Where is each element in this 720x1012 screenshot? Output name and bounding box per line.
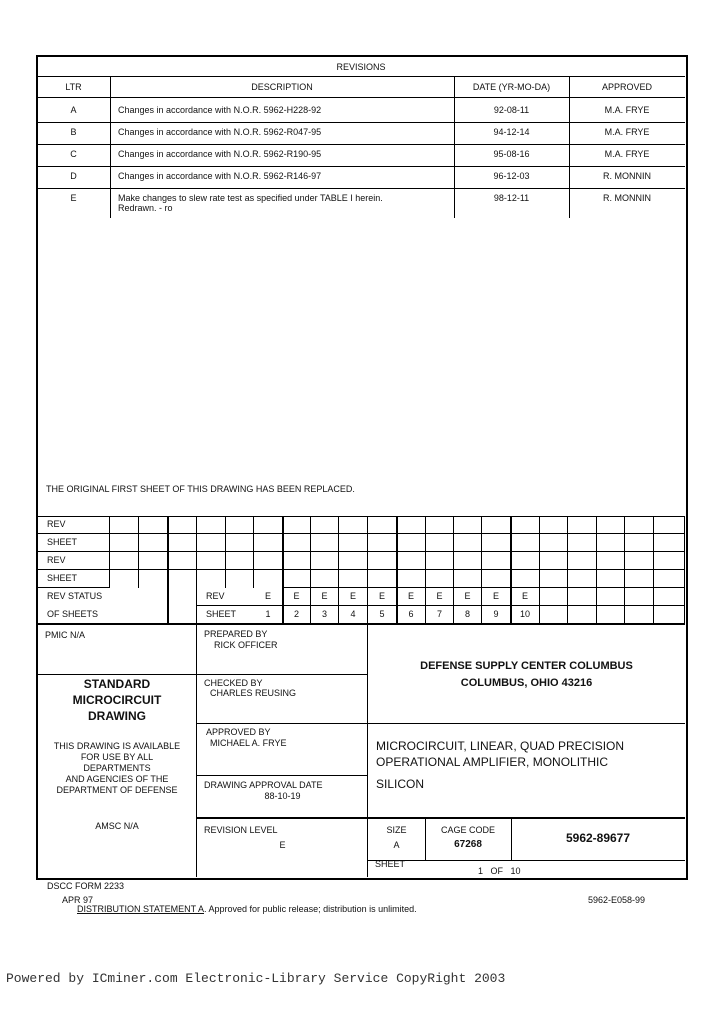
sheet-number-cell: 1 xyxy=(254,606,283,624)
grid-cell xyxy=(368,534,397,552)
revision-date: 98-12-11 xyxy=(493,193,530,203)
approved-by-label: APPROVED BY xyxy=(206,727,271,737)
grid-cell xyxy=(368,552,397,570)
grid-cell xyxy=(339,516,368,534)
grid-cell xyxy=(625,552,654,570)
header-date: DATE (YR-MO-DA) xyxy=(472,82,551,92)
sheet-number-cell: 3 xyxy=(311,606,339,624)
grid-row-label: REV xyxy=(37,516,110,534)
rev-status-cell: E xyxy=(254,588,283,606)
grid-cell xyxy=(540,534,568,552)
sheet-number-cell: 2 xyxy=(283,606,311,624)
standard-line: STANDARD xyxy=(83,677,151,691)
grid-cell xyxy=(540,516,568,534)
grid-cell xyxy=(139,516,168,534)
rev-status-cell xyxy=(654,588,685,606)
grid-cell xyxy=(283,516,311,534)
grid-cell xyxy=(482,552,511,570)
distribution-statement: DISTRIBUTION STATEMENT A. Approved for public release; distribution is unlimited. xyxy=(77,904,417,914)
grid-cell xyxy=(368,516,397,534)
revisions-title: REVISIONS xyxy=(336,62,386,72)
rev-status-cell: E xyxy=(368,588,397,606)
grid-cell xyxy=(283,552,311,570)
grid-cell xyxy=(426,516,454,534)
grid-cell xyxy=(226,516,254,534)
grid-cell xyxy=(568,552,597,570)
sheet-number: 1 OF 10 xyxy=(478,866,521,876)
approval-date: 88-10-19 xyxy=(264,791,301,801)
grid-row-label: SHEET xyxy=(37,570,110,588)
grid-cell xyxy=(226,534,254,552)
revision-description: Changes in accordance with N.O.R. 5962-R047-95 xyxy=(118,127,322,137)
rev-status-label: REV STATUS xyxy=(37,588,197,606)
grid-cell xyxy=(540,552,568,570)
grid-cell xyxy=(482,534,511,552)
revision-ltr: A xyxy=(70,105,77,115)
sheet-number-cell xyxy=(540,606,568,624)
sheet-number-cell: 4 xyxy=(339,606,368,624)
grid-cell xyxy=(482,516,511,534)
grid-cell xyxy=(625,570,654,588)
grid-cell xyxy=(397,570,426,588)
drawing-title: MICROCIRCUIT, LINEAR, QUAD PRECISION OPERATIONAL AMPLIFIER, MONOLITHIC SILICON xyxy=(376,739,625,791)
revision-date: 95-08-16 xyxy=(493,149,530,159)
grid-cell xyxy=(511,570,540,588)
rev-label: REV xyxy=(197,588,283,606)
grid-cell xyxy=(197,534,226,552)
checked-by: CHARLES REUSING xyxy=(210,688,297,698)
revision-ltr: C xyxy=(70,149,77,159)
grid-cell xyxy=(597,570,625,588)
sheet-number-cell xyxy=(597,606,625,624)
form-number: DSCC FORM 2233 xyxy=(47,881,125,891)
grid-cell xyxy=(568,516,597,534)
rev-status-cell: E xyxy=(311,588,339,606)
form-date: APR 97 xyxy=(62,895,94,905)
watermark: Powered by ICminer.com Electronic-Library Service CopyRight 2003 xyxy=(6,971,506,986)
grid-cell xyxy=(511,516,540,534)
standard-line: DRAWING xyxy=(88,709,146,723)
grid-cell xyxy=(339,534,368,552)
rev-status-cell: E xyxy=(397,588,426,606)
revision-description: Make changes to slew rate test as specified under TABLE I herein. xyxy=(118,193,383,203)
drawing-number: 5962-89677 xyxy=(565,831,631,845)
grid-cell xyxy=(110,534,139,552)
cage-code-label: CAGE CODE xyxy=(440,825,495,835)
approved-by: MICHAEL A. FRYE xyxy=(210,738,287,748)
revision-description: Changes in accordance with N.O.R. 5962-R146-97 xyxy=(118,171,322,181)
rev-status-cell: E xyxy=(482,588,511,606)
grid-cell xyxy=(654,552,685,570)
grid-cell xyxy=(625,516,654,534)
rev-status-cell: E xyxy=(454,588,482,606)
rev-status-cell xyxy=(625,588,654,606)
revision-description-line2: Redrawn. - ro xyxy=(118,203,173,213)
grid-cell xyxy=(139,552,168,570)
grid-cell xyxy=(197,570,226,588)
size: A xyxy=(393,840,400,850)
sheet-label: SHEET xyxy=(197,606,283,624)
grid-cell xyxy=(654,570,685,588)
grid-cell xyxy=(311,516,339,534)
org-name: DEFENSE SUPPLY CENTER COLUMBUS xyxy=(420,660,633,672)
pmic: PMIC N/A xyxy=(45,630,86,640)
header-approved: APPROVED xyxy=(601,82,652,92)
document-code: 5962-E058-99 xyxy=(588,895,646,905)
grid-cell xyxy=(339,552,368,570)
grid-cell xyxy=(254,552,283,570)
of-sheets-label: OF SHEETS xyxy=(37,606,197,624)
grid-cell xyxy=(397,516,426,534)
grid-cell xyxy=(283,534,311,552)
grid-cell xyxy=(197,552,226,570)
grid-cell xyxy=(254,570,283,588)
grid-cell xyxy=(597,516,625,534)
sheet-number-cell: 8 xyxy=(454,606,482,624)
revision-approved: M.A. FRYE xyxy=(604,105,650,115)
grid-cell xyxy=(426,534,454,552)
grid-cell xyxy=(454,534,482,552)
cage-code: 67268 xyxy=(454,839,482,850)
grid-cell xyxy=(168,570,197,588)
prepared-by-label: PREPARED BY xyxy=(204,629,268,639)
grid-cell xyxy=(283,570,311,588)
checked-by-label: CHECKED BY xyxy=(204,678,263,688)
grid-cell xyxy=(482,570,511,588)
grid-cell xyxy=(254,534,283,552)
grid-cell xyxy=(454,570,482,588)
grid-cell xyxy=(654,516,685,534)
grid-cell xyxy=(226,552,254,570)
header-ltr: LTR xyxy=(65,82,82,92)
revision-description: Changes in accordance with N.O.R. 5962-R190-95 xyxy=(118,149,322,159)
rev-status-cell: E xyxy=(283,588,311,606)
sheet-number-cell: 7 xyxy=(426,606,454,624)
grid-cell xyxy=(454,552,482,570)
grid-cell xyxy=(339,570,368,588)
standard-line: MICROCIRCUIT xyxy=(72,693,162,707)
approval-date-label: DRAWING APPROVAL DATE xyxy=(204,780,323,790)
grid-cell xyxy=(426,570,454,588)
revision-approved: R. MONNIN xyxy=(603,193,651,203)
grid-cell xyxy=(568,570,597,588)
grid-cell xyxy=(254,516,283,534)
grid-cell xyxy=(139,570,168,588)
rev-status-cell: E xyxy=(339,588,368,606)
revision-approved: M.A. FRYE xyxy=(604,149,650,159)
grid-cell xyxy=(110,570,139,588)
rev-status-cell xyxy=(540,588,568,606)
grid-row-label: SHEET xyxy=(37,534,110,552)
rev-status-cell xyxy=(597,588,625,606)
grid-cell xyxy=(597,552,625,570)
grid-cell xyxy=(311,552,339,570)
revision-level-label: REVISION LEVEL xyxy=(204,825,278,835)
revision-ltr: E xyxy=(70,193,77,203)
org-address: COLUMBUS, OHIO 43216 xyxy=(460,677,593,689)
sheet-number-cell xyxy=(568,606,597,624)
revision-date: 92-08-11 xyxy=(493,105,530,115)
grid-cell xyxy=(168,534,197,552)
grid-cell xyxy=(311,570,339,588)
grid-cell xyxy=(454,516,482,534)
grid-cell xyxy=(168,552,197,570)
revision-date: 96-12-03 xyxy=(493,171,530,181)
grid-cell xyxy=(110,552,139,570)
grid-cell xyxy=(511,552,540,570)
prepared-by: RICK OFFICER xyxy=(214,640,278,650)
revision-description: Changes in accordance with N.O.R. 5962-H228-92 xyxy=(118,105,322,115)
replacement-notice: THE ORIGINAL FIRST SHEET OF THIS DRAWING HAS BEEN REPLACED. xyxy=(46,484,355,494)
grid-cell xyxy=(168,516,197,534)
revision-ltr: B xyxy=(70,127,77,137)
rev-status-cell xyxy=(568,588,597,606)
sheet-number-cell: 5 xyxy=(368,606,397,624)
grid-cell xyxy=(597,534,625,552)
revision-ltr: D xyxy=(70,171,77,181)
grid-cell xyxy=(139,534,168,552)
size-label: SIZE xyxy=(386,825,407,835)
grid-cell xyxy=(226,570,254,588)
availability-statement: THIS DRAWING IS AVAILABLE FOR USE BY ALL DEPARTMENTS AND AGENCIES OF THE DEPARTMENT OF DEFENSE xyxy=(53,741,181,795)
sheet-label: SHEET xyxy=(375,859,406,869)
grid-cell xyxy=(311,534,339,552)
amsc: AMSC N/A xyxy=(95,821,139,831)
header-description: DESCRIPTION xyxy=(251,82,313,92)
rev-status-cell: E xyxy=(511,588,540,606)
grid-cell xyxy=(654,534,685,552)
revision-level: E xyxy=(279,840,286,850)
grid-cell xyxy=(397,552,426,570)
grid-cell xyxy=(197,516,226,534)
sheet-number-cell xyxy=(654,606,685,624)
grid-cell xyxy=(110,516,139,534)
revision-date: 94-12-14 xyxy=(493,127,530,137)
sheet-number-cell: 10 xyxy=(511,606,540,624)
grid-cell xyxy=(568,534,597,552)
grid-row-label: REV xyxy=(37,552,110,570)
grid-cell xyxy=(426,552,454,570)
sheet-number-cell: 9 xyxy=(482,606,511,624)
standard-microcircuit-drawing xyxy=(37,676,197,724)
grid-cell xyxy=(368,570,397,588)
sheet-number-cell: 6 xyxy=(397,606,426,624)
grid-cell xyxy=(540,570,568,588)
grid-cell xyxy=(511,534,540,552)
revision-approved: R. MONNIN xyxy=(603,171,651,181)
sheet-number-cell xyxy=(625,606,654,624)
rev-status-cell: E xyxy=(426,588,454,606)
grid-cell xyxy=(397,534,426,552)
revision-approved: M.A. FRYE xyxy=(604,127,650,137)
grid-cell xyxy=(625,534,654,552)
